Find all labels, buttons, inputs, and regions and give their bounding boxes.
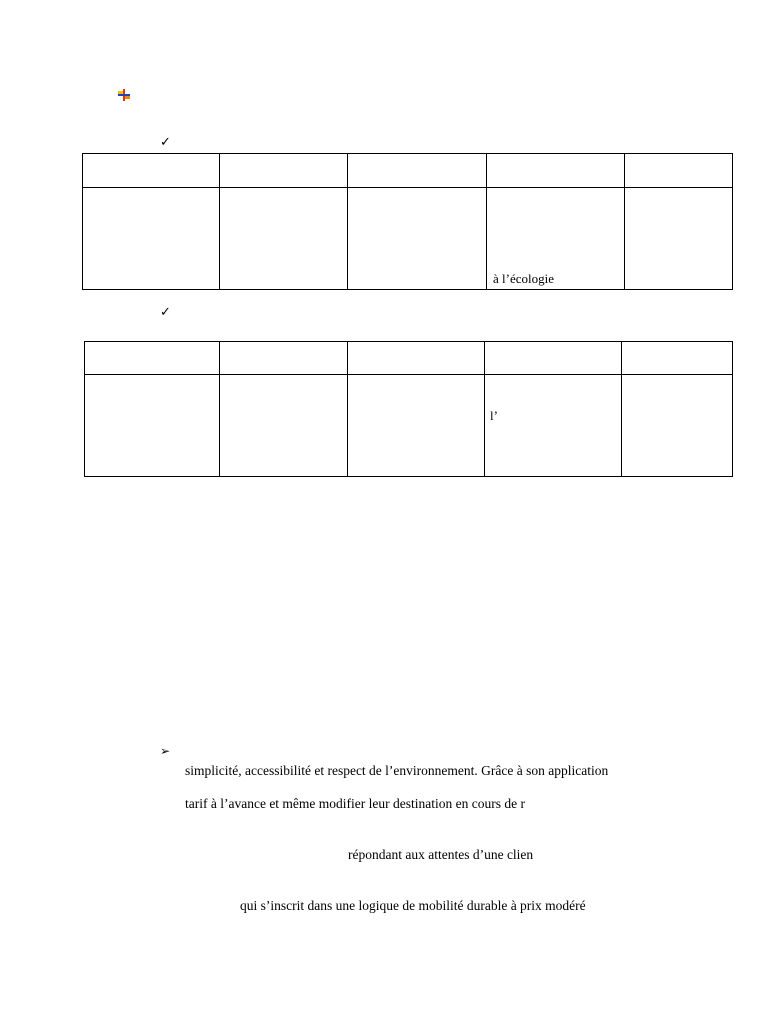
paragraph-line: qui s’inscrit dans une logique de mobilité durable à prix modéré	[240, 898, 586, 913]
colored-cross-bullet-icon	[117, 88, 131, 102]
table-header-cell	[348, 154, 487, 188]
table-header-cell	[85, 342, 220, 375]
paragraph-line: tarif à l’avance et même modifier leur destination en cours de r	[185, 796, 525, 811]
table-header-cell	[622, 342, 733, 375]
table-cell	[85, 375, 220, 477]
table-row	[85, 375, 733, 477]
table-header-cell	[625, 154, 733, 188]
table-cell-text: l’	[490, 408, 498, 423]
table-header-cell	[220, 154, 348, 188]
table-cell-text: à l’écologie	[493, 271, 554, 286]
table-cell	[220, 375, 348, 477]
table-cell	[622, 375, 733, 477]
table-1	[82, 153, 733, 290]
table-cell	[220, 188, 348, 290]
table-cell	[348, 375, 485, 477]
table-cell	[348, 188, 487, 290]
table-row	[83, 188, 733, 290]
table-header-cell	[220, 342, 348, 375]
arrow-bullet-icon: ➢	[160, 744, 171, 758]
table-header-row	[83, 154, 733, 188]
table-header-cell	[487, 154, 625, 188]
table-header-cell	[348, 342, 485, 375]
table-header-row	[85, 342, 733, 375]
table-cell	[487, 188, 625, 290]
table-cell	[83, 188, 220, 290]
table-header-cell	[83, 154, 220, 188]
table-header-cell	[485, 342, 622, 375]
table-cell	[625, 188, 733, 290]
checkmark-icon: ✓	[160, 135, 171, 150]
table-2	[84, 341, 733, 477]
paragraph-line: répondant aux attentes d’une clien	[348, 847, 534, 862]
paragraph-line: simplicité, accessibilité et respect de l’environnement. Grâce à son application	[185, 763, 609, 778]
table-cell	[485, 375, 622, 477]
checkmark-icon: ✓	[160, 305, 171, 320]
